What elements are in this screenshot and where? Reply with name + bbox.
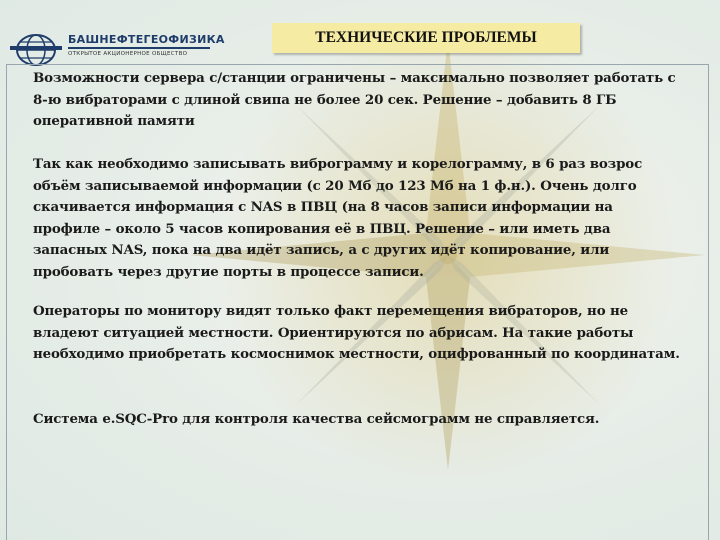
logo-divider: [68, 47, 210, 49]
logo-title: БАШНЕФТЕГЕОФИЗИКА: [68, 33, 225, 46]
slide-title: ТЕХНИЧЕСКИЕ ПРОБЛЕМЫ: [272, 23, 580, 53]
paragraph-operators: Операторы по монитору видят только факт перемещения вибраторов, но не владеют ситуацией местности. Ориентируются по абрисам. На такие работы необходимо приобретать космоснимок местности, оцифрованный по координатам.: [33, 303, 680, 363]
paragraph-data-volume: Так как необходимо записывать виброграмму и корелограмму, в 6 раз возрос объём записываемой информации (с 20 Мб до 123 Мб на 1 ф.н.). Очень долго скачивается информация с NAS в ПВЦ (на 8 часов записи информации на профиле – около 5 часов копирования её в ПВЦ. Решение – или иметь два запасных NAS, пока на два идёт запись, а с других идёт копирование, или пробовать через другие порты в процессе записи.: [33, 156, 643, 280]
paragraph-quality-control: Система e.SQC-Pro для контроля качества сейсмограмм не справляется.: [33, 411, 600, 427]
paragraph-server-limits: Возможности сервера с/станции ограничены – максимально позволяет работать с 8-ю вибраторами с длиной свипа не более 20 сек. Решение – добавить 8 ГБ оперативной памяти: [33, 70, 676, 130]
logo-subtitle: ОТКРЫТОЕ АКЦИОНЕРНОЕ ОБЩЕСТВО: [68, 51, 188, 57]
